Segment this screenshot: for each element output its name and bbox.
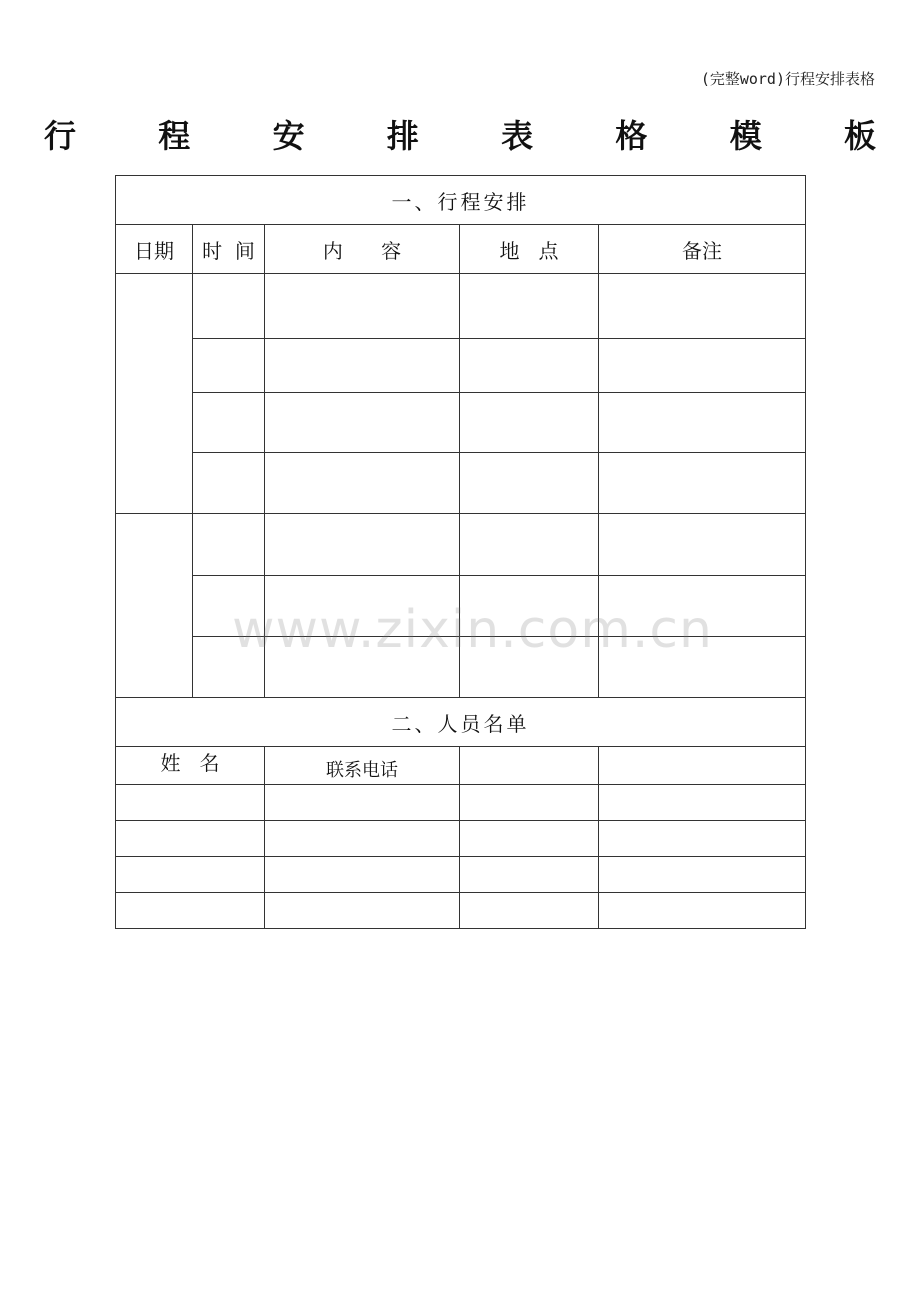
phone-cell[interactable] xyxy=(265,785,460,821)
notes-cell[interactable] xyxy=(599,514,806,576)
notes-cell[interactable] xyxy=(599,393,806,453)
phone-cell[interactable] xyxy=(265,857,460,893)
title-char: 排 xyxy=(386,117,419,155)
title-char: 安 xyxy=(272,117,305,155)
extra-cell[interactable] xyxy=(460,893,599,929)
content-cell[interactable] xyxy=(265,339,460,393)
name-cell[interactable] xyxy=(116,857,265,893)
section-title-personnel: 二、人员名单 xyxy=(116,698,806,747)
location-cell[interactable] xyxy=(460,514,599,576)
notes-cell[interactable] xyxy=(599,453,806,514)
name-cell[interactable] xyxy=(116,893,265,929)
extra-cell[interactable] xyxy=(460,785,599,821)
watermark: www.zixin.com.cn xyxy=(232,600,713,660)
time-cell[interactable] xyxy=(193,339,265,393)
location-cell[interactable] xyxy=(460,637,599,698)
location-cell[interactable] xyxy=(460,274,599,339)
name-cell[interactable] xyxy=(116,821,265,857)
title-char: 板 xyxy=(843,117,876,155)
date-cell[interactable] xyxy=(116,274,193,514)
header-time: 时 间 xyxy=(193,225,265,274)
time-cell[interactable] xyxy=(193,637,265,698)
header-date: 日期 xyxy=(116,225,193,274)
location-cell[interactable] xyxy=(460,339,599,393)
content-cell[interactable] xyxy=(265,576,460,637)
extra-cell[interactable] xyxy=(599,785,806,821)
time-cell[interactable] xyxy=(193,576,265,637)
header-notes: 备注 xyxy=(599,225,806,274)
phone-cell[interactable] xyxy=(265,893,460,929)
content-cell[interactable] xyxy=(265,274,460,339)
title-char: 格 xyxy=(615,117,648,155)
extra-cell[interactable] xyxy=(599,893,806,929)
time-cell[interactable] xyxy=(193,514,265,576)
page-header: (完整word)行程安排表格 xyxy=(700,70,875,88)
header-phone: 联系电话 xyxy=(265,747,460,785)
time-cell[interactable] xyxy=(193,453,265,514)
extra-cell[interactable] xyxy=(460,857,599,893)
document-title xyxy=(44,112,876,156)
name-cell[interactable] xyxy=(116,785,265,821)
header-content: 内 容 xyxy=(265,225,460,274)
header-location: 地 点 xyxy=(460,225,599,274)
time-cell[interactable] xyxy=(193,274,265,339)
time-cell[interactable] xyxy=(193,393,265,453)
title-char: 行 xyxy=(44,117,77,155)
extra-cell[interactable] xyxy=(599,857,806,893)
schedule-table xyxy=(115,175,806,929)
notes-cell[interactable] xyxy=(599,637,806,698)
notes-cell[interactable] xyxy=(599,576,806,637)
title-char: 模 xyxy=(729,117,762,155)
date-cell[interactable] xyxy=(116,514,193,698)
location-cell[interactable] xyxy=(460,393,599,453)
section-title-schedule: 一、行程安排 xyxy=(116,176,806,225)
content-cell[interactable] xyxy=(265,453,460,514)
title-char: 表 xyxy=(501,117,534,155)
content-cell[interactable] xyxy=(265,514,460,576)
location-cell[interactable] xyxy=(460,453,599,514)
notes-cell[interactable] xyxy=(599,274,806,339)
extra-cell[interactable] xyxy=(460,821,599,857)
extra-cell[interactable] xyxy=(599,821,806,857)
content-cell[interactable] xyxy=(265,637,460,698)
header-name: 姓 名 xyxy=(116,747,265,785)
location-cell[interactable] xyxy=(460,576,599,637)
content-cell[interactable] xyxy=(265,393,460,453)
extra-header-cell[interactable] xyxy=(460,747,599,785)
title-char: 程 xyxy=(158,117,191,155)
extra-header-cell[interactable] xyxy=(599,747,806,785)
phone-cell[interactable] xyxy=(265,821,460,857)
notes-cell[interactable] xyxy=(599,339,806,393)
